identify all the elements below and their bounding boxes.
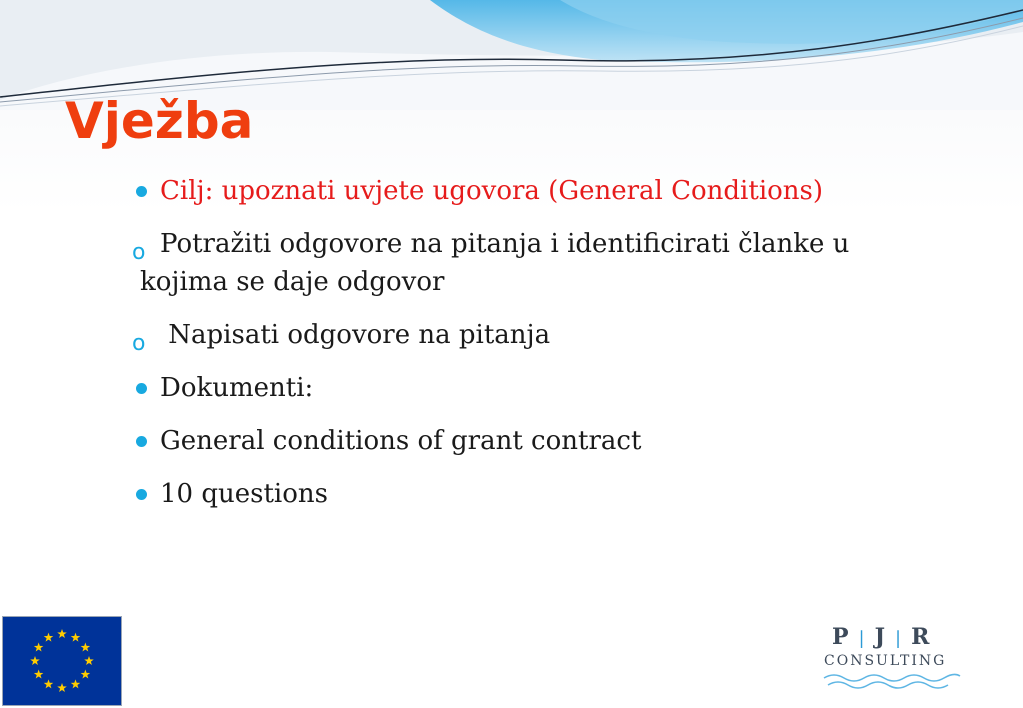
bullet-list [130,172,930,528]
list-item [130,475,930,513]
list-item [130,369,930,407]
list-item [130,225,930,301]
eu-star-icon [84,656,94,665]
eu-star-icon [81,670,91,679]
eu-star-icon [71,679,81,688]
pjr-separator: | [895,628,904,649]
bullet-ring-icon: o [132,240,146,265]
pjr-letter-p: P [832,624,851,650]
list-item-text: Cilj: upoznati uvjete ugovora (General Conditions) [160,176,824,206]
eu-star-icon [71,633,81,642]
eu-star-icon [44,633,54,642]
eu-star-icon [34,643,44,652]
list-item-continuation: kojima se daje odgovor [140,267,445,297]
pjr-consulting-logo [818,622,968,692]
bullet-dot-icon [136,383,147,394]
list-item [130,172,930,210]
list-item-text: Potražiti odgovore na pitanja i identificirati članke u [160,229,850,259]
list-item-text: General conditions of grant contract [160,426,642,456]
pjr-letter-r: R [911,624,932,650]
bullet-dot-icon [136,436,147,447]
pjr-separator: | [858,628,867,649]
eu-flag-icon [2,616,122,706]
pjr-subtitle: CONSULTING [824,653,947,669]
pjr-letters [832,624,931,650]
eu-star-icon [30,656,40,665]
list-item-text: Dokumenti: [160,373,314,403]
wave-icon [822,670,962,690]
list-item-text: 10 questions [160,479,328,509]
bullet-ring-icon: o [132,331,146,356]
list-item [130,422,930,460]
eu-star-icon [34,670,44,679]
slide-title: Vježba [65,92,254,150]
bullet-dot-icon [136,489,147,500]
eu-star-icon [44,679,54,688]
list-item [130,316,930,354]
eu-star-icon [81,643,91,652]
eu-star-icon [57,683,67,692]
eu-stars [3,617,121,705]
pjr-letter-j: J [874,624,888,650]
eu-star-icon [57,629,67,638]
bullet-dot-icon [136,186,147,197]
list-item-text: Napisati odgovore na pitanja [160,320,551,350]
